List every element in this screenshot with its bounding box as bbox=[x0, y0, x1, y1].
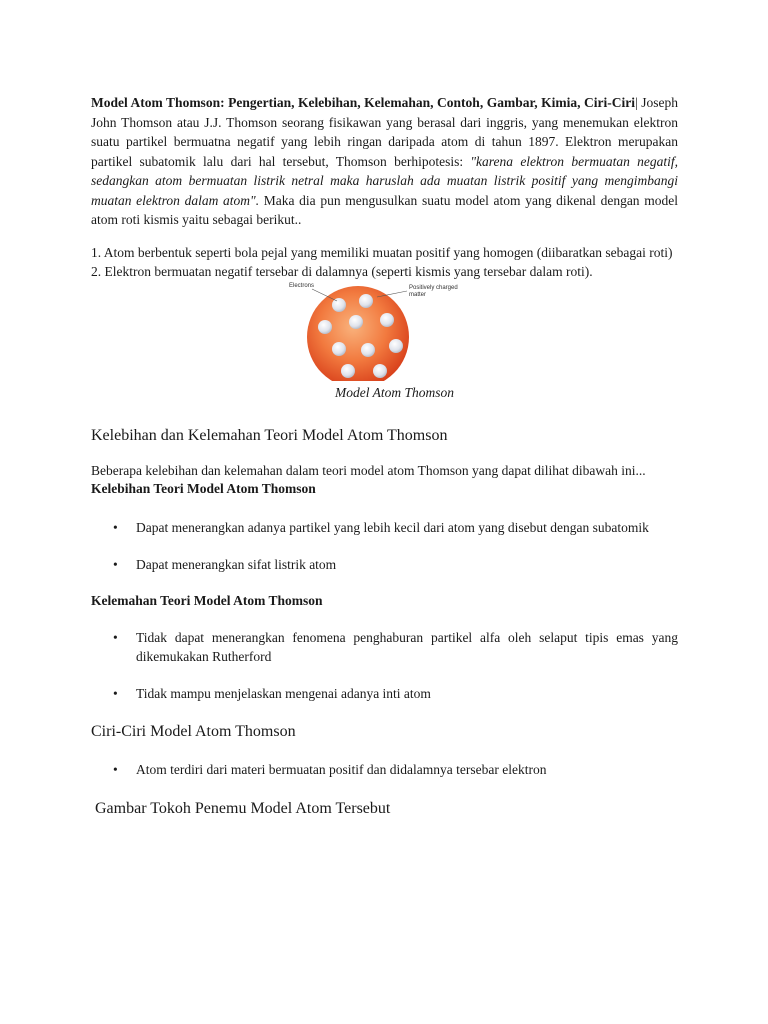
electron bbox=[318, 320, 332, 334]
bullet-icon: • bbox=[113, 629, 118, 645]
electron bbox=[373, 364, 387, 378]
point-2: 2. Elektron bermuatan negatif tersebar di dalamnya (seperti kismis yang tersebar dalam roti). bbox=[91, 263, 593, 279]
advantages-list bbox=[91, 518, 678, 574]
list-item: • Tidak mampu menjelaskan mengenai adanya inti atom bbox=[113, 685, 431, 701]
weaknesses-list bbox=[91, 628, 678, 703]
electron bbox=[380, 313, 394, 327]
section-heading-figure-inventor: Gambar Tokoh Penemu Model Atom Tersebut bbox=[95, 799, 391, 817]
bullet-icon: • bbox=[113, 685, 118, 701]
electron bbox=[361, 343, 375, 357]
intro-text-continued: Maka dia pun mengusulkan suatu model atom yang dikenal dengan model atom roti kismis yaitu sebagai berikut.. bbox=[91, 192, 678, 227]
list-item: • Dapat menerangkan adanya partikel yang lebih kecil dari atom yang disebut dengan subatomik bbox=[113, 519, 649, 535]
electron bbox=[332, 342, 346, 356]
weaknesses-heading: Kelemahan Teori Model Atom Thomson bbox=[91, 592, 323, 608]
intro-text: | Joseph John Thomson atau J.J. Thomson seorang fisikawan yang berasal dari inggris, yang menemukan elektron suatu partikel bermuatna negatif yang lebih ringan daripada atom di tahun 1897. Elektron merupakan partikel subatomik lalu dari hal tersebut, Thomson berhipotesis: bbox=[91, 95, 678, 169]
numbered-points bbox=[91, 243, 678, 281]
figure-caption: Model Atom Thomson bbox=[334, 384, 454, 400]
thomson-atom-figure bbox=[277, 281, 477, 381]
electron bbox=[389, 339, 403, 353]
characteristics-list bbox=[91, 760, 678, 779]
atom-diagram bbox=[277, 281, 477, 381]
intro-paragraph bbox=[91, 93, 678, 230]
list-item: • Tidak dapat menerangkan fenomena penghaburan partikel alfa oleh selaput tipis emas yang dikemukakan Rutherford bbox=[113, 629, 678, 664]
electrons-label: Electrons bbox=[288, 282, 314, 289]
electron bbox=[332, 298, 346, 312]
section-intro-paragraph: Beberapa kelebihan dan kelemahan dalam teori model atom Thomson yang dapat dilihat dibawah ini... bbox=[91, 462, 646, 478]
electron bbox=[349, 315, 363, 329]
bullet-icon: • bbox=[113, 519, 118, 535]
electron bbox=[341, 364, 355, 378]
positive-matter-label-2: matter bbox=[408, 291, 426, 298]
bullet-icon: • bbox=[113, 761, 118, 777]
list-item: • Atom terdiri dari materi bermuatan positif dan didalamnya tersebar elektron bbox=[113, 761, 547, 777]
electron bbox=[359, 294, 373, 308]
article-title: Model Atom Thomson: Pengertian, Kelebihan, Kelemahan, Contoh, Gambar, Kimia, Ciri-Ciri bbox=[91, 95, 636, 110]
list-item: • Dapat menerangkan sifat listrik atom bbox=[113, 556, 337, 572]
positive-sphere bbox=[307, 286, 409, 381]
section-heading-characteristics: Ciri-Ciri Model Atom Thomson bbox=[91, 722, 296, 740]
section-heading-advantages-weaknesses: Kelebihan dan Kelemahan Teori Model Atom Thomson bbox=[91, 426, 448, 444]
advantages-heading: Kelebihan Teori Model Atom Thomson bbox=[91, 480, 316, 496]
point-1: 1. Atom berbentuk seperti bola pejal yang memiliki muatan positif yang homogen (diibaratkan sebagai roti) bbox=[91, 244, 673, 260]
positive-matter-label-1: Positively charged bbox=[408, 284, 458, 291]
bullet-icon: • bbox=[113, 556, 118, 572]
thomson-quote: "karena elektron bermuatan negatif, sedangkan atom bermuatan listrik netral maka haruslah ada muatan listrik positif yang mengimbangi muatan elektron dalam atom". bbox=[91, 153, 678, 208]
document-page bbox=[91, 93, 678, 819]
